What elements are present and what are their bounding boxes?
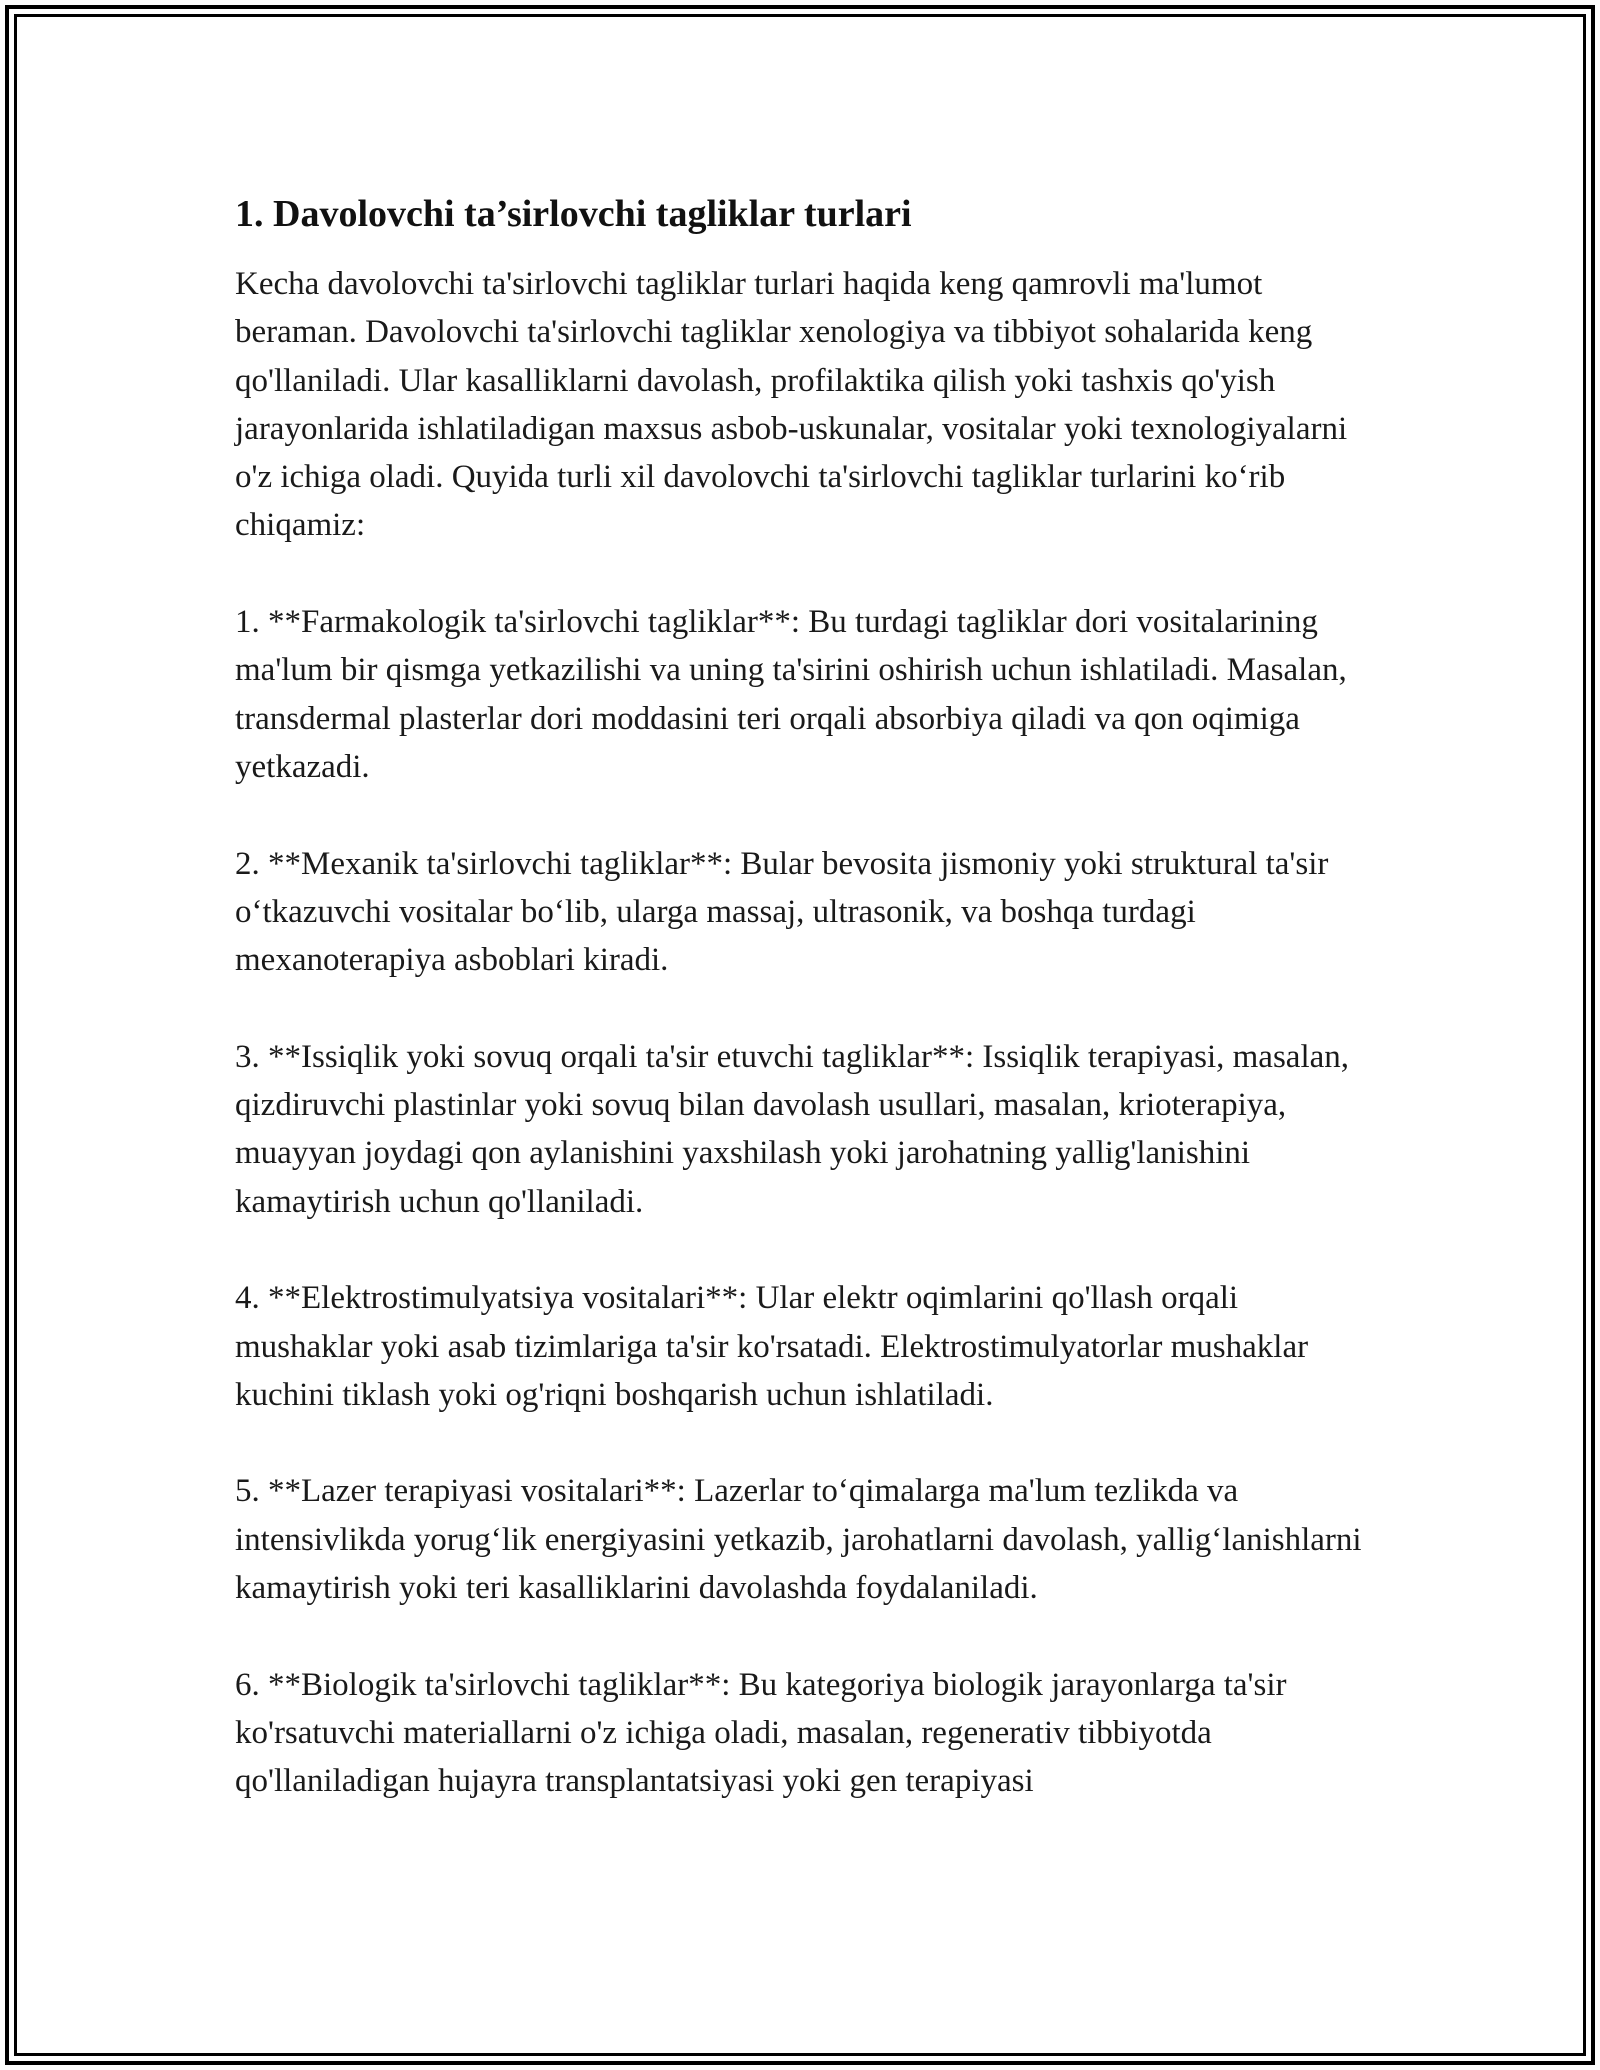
intro-paragraph: Kecha davolovchi ta'sirlovchi tagliklar turlari haqida keng qamrovli ma'lumot beraman. Davolovchi ta'sirlovchi tagliklar xenologiya va tibbiyot sohalarida keng qo'llaniladi. Ular kasalliklarni davolash, profilaktika qilish yoki tashxis qo'yish jarayonlarida ishlatiladigan maxsus asbob-uskunalar, vositalar yoki texnologiyalarni o'z ichiga oladi. Quyida turli xil davolovchi ta'sirlovchi tagliklar turlarini ko‘rib chiqamiz:: [235, 266, 1348, 544]
list-item-6: 6. **Biologik ta'sirlovchi tagliklar**: Bu kategoriya biologik jarayonlarga ta'sir ko'rsatuvchi materiallarni o'z ichiga oladi, masalan, regenerativ tibbiyotda qo'llaniladigan hujayra transplantatsiyasi yoki gen terapiyasi: [235, 1666, 1287, 1800]
list-item-5: 5. **Lazer terapiyasi vositalari**: Lazerlar to‘qimalarga ma'lum tezlikda va intensivlikda yorug‘lik energiyasini yetkazib, jarohatlarni davolash, yallig‘lanishlarni kamaytirish yoki teri kasalliklarini davolashda foydalaniladi.: [235, 1473, 1362, 1607]
list-item-4: 4. **Elektrostimulyatsiya vositalari**: Ular elektr oqimlarini qo'llash orqali mushaklar yoki asab tizimlariga ta'sir ko'rsatadi. Elektrostimulyatorlar mushaklar kuchini tiklash yoki og'riqni boshqarish uchun ishlatiladi.: [235, 1280, 1309, 1413]
document-heading: 1. Davolovchi ta’sirlovchi tagliklar turlari: [235, 193, 912, 235]
list-item-1: 1. **Farmakologik ta'sirlovchi tagliklar**: Bu turdagi tagliklar dori vositalarining ma'lum bir qismga yetkazilishi va uning ta'sirini oshirish uchun ishlatiladi. Masalan, transdermal plasterlar dori moddasini teri orqali absorbiya qiladi va qon oqimiga yetkazadi.: [235, 604, 1347, 785]
list-item-2: 2. **Mexanik ta'sirlovchi tagliklar**: Bular bevosita jismoniy yoki struktural ta'sir o‘tkazuvchi vositalar bo‘lib, ularga massaj, ultrasonik, va boshqa turdagi mexanoterapiya asboblari kiradi.: [235, 845, 1329, 979]
list-item-3: 3. **Issiqlik yoki sovuq orqali ta'sir etuvchi tagliklar**: Issiqlik terapiyasi, masalan, qizdiruvchi plastinlar yoki sovuq bilan davolash usullari, masalan, krioterapiya, muayyan joydagi qon aylanishini yaxshilash yoki jarohatning yallig'lanishini kamaytirish uchun qo'llaniladi.: [235, 1038, 1350, 1220]
document-body: [235, 188, 1365, 1854]
